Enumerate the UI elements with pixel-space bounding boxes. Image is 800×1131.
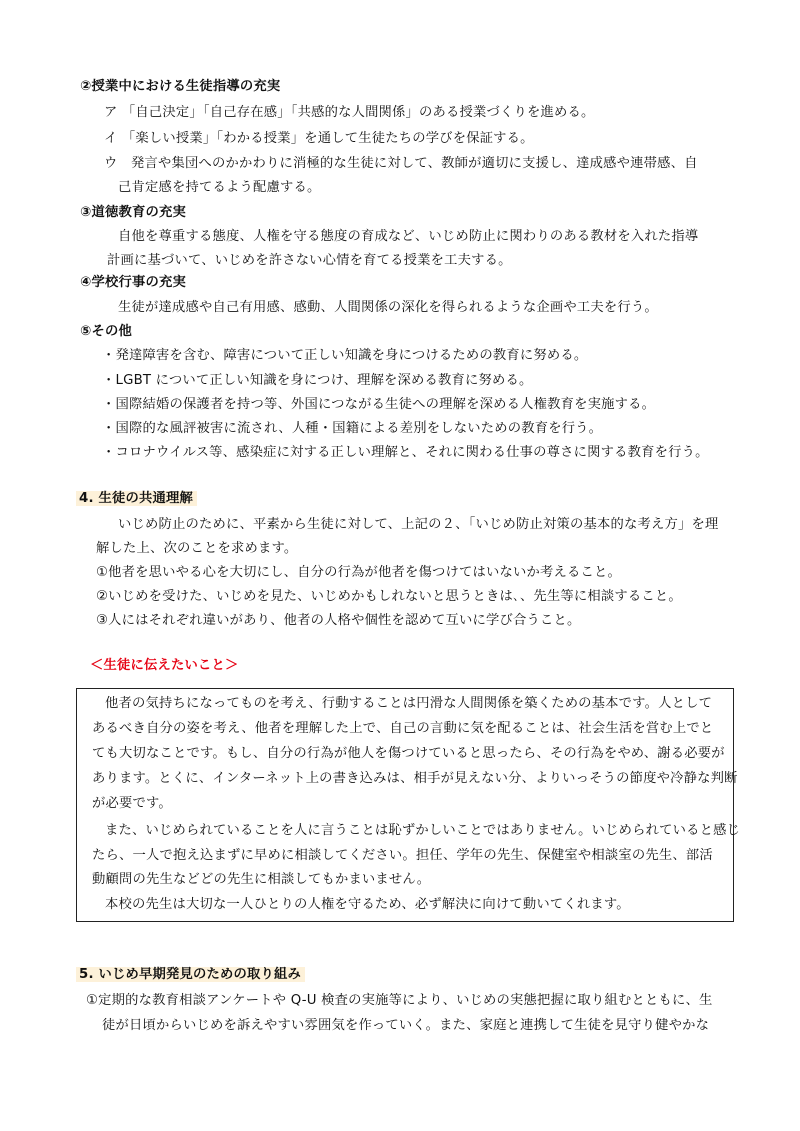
item3-line1: 自他を尊重する態度、人権を守る態度の育成など、いじめ防止に関わりのある教材を入れた指導 bbox=[118, 229, 699, 244]
message-line: ても大切なことです。もし、自分の行為が他人を傷つけていると思ったら、その行為をやめ、謝る必要が bbox=[92, 746, 725, 761]
item3-line2: 計画に基づいて、いじめを許さない心情を育てる授業を工夫する。 bbox=[107, 253, 512, 268]
section4-intro-line1: いじめ防止のために、平素から生徒に対して、上記の２、「いじめ防止対策の基本的な考え方」を理 bbox=[118, 517, 719, 532]
section5-heading-text: 5. いじめ早期発見のための取り組み bbox=[76, 967, 305, 982]
item3-heading: ③道徳教育の充実 bbox=[80, 205, 186, 220]
item2-a: ア 「自己決定」「自己存在感」「共感的な人間関係」のある授業づくりを進める。 bbox=[104, 105, 595, 120]
item4-line1: 生徒が達成感や自己有用感、感動、人間関係の深化を得られるような企画や工夫を行う。 bbox=[118, 300, 658, 315]
item4-heading: ④学校行事の充実 bbox=[80, 275, 186, 290]
item2-heading: ②授業中における生徒指導の充実 bbox=[80, 79, 281, 94]
section4-heading-text: 4. 生徒の共通理解 bbox=[76, 491, 197, 506]
item5-bullet: ・国際結婚の保護者を持つ等、外国につながる生徒への理解を深める人権教育を実施する。 bbox=[102, 397, 656, 412]
section5-line1: ①定期的な教育相談アンケートや Q-U 検査の実施等により、いじめの実態把握に取り組むとともに、生 bbox=[86, 993, 713, 1008]
item5-bullet: ・LGBT について正しい知識を身につけ、理解を深める教育に努める。 bbox=[102, 373, 533, 388]
item5-bullet: ・発達障害を含む、障害について正しい知識を身につけるための教育に努める。 bbox=[102, 348, 588, 363]
item2-u-line2: 己肯定感を持てるよう配慮する。 bbox=[118, 180, 321, 195]
section4-intro-line2: 解した上、次のことを求めます。 bbox=[96, 541, 298, 556]
message-line: また、いじめられていることを人に言うことは恥ずかしいことではありません。いじめられていると感じ bbox=[105, 823, 741, 838]
section5-line2: 徒が日頃からいじめを訴えやすい雰囲気を作っていく。また、家庭と連携して生徒を見守り健やかな bbox=[102, 1018, 710, 1033]
item2-u-line1: ウ 発言や集団へのかかわりに消極的な生徒に対して、教師が適切に支援し、達成感や連帯感、自 bbox=[104, 156, 698, 171]
item2-i: イ 「楽しい授業」「わかる授業」を通して生徒たちの学びを保証する。 bbox=[104, 131, 534, 146]
item5-bullet: ・国際的な風評被害に流され、人種・国籍による差別をしないための教育を行う。 bbox=[102, 421, 603, 436]
message-line: たら、一人で抱え込まずに早めに相談してください。担任、学年の先生、保健室や相談室の先生、部活 bbox=[92, 848, 713, 863]
message-line: あります。とくに、インターネット上の書き込みは、相手が見えない分、よりいっそうの節度や冷静な判断 bbox=[92, 771, 738, 786]
message-line: 動顧問の先生などどの先生に相談してもかまいません。 bbox=[92, 872, 431, 887]
section5-heading bbox=[76, 965, 305, 985]
section4-item: ③人にはそれぞれ違いがあり、他者の人格や個性を認めて互いに学び合うこと。 bbox=[96, 613, 581, 628]
message-line: 本校の先生は大切な一人ひとりの人権を守るため、必ず解決に向けて動いてくれます。 bbox=[105, 897, 630, 912]
item5-bullet: ・コロナウイルス等、感染症に対する正しい理解と、それに関わる仕事の尊さに関する教育を行う。 bbox=[102, 445, 709, 460]
message-line: あるべき自分の姿を考え、他者を理解した上で、自己の言動に気を配ることは、社会生活を営む上でと bbox=[92, 721, 714, 736]
message-title: ＜生徒に伝えたいこと＞ bbox=[90, 658, 239, 673]
message-line: 他者の気持ちになってものを考え、行動することは円滑な人間関係を築くための基本です。人として bbox=[105, 696, 713, 711]
message-line: が必要です。 bbox=[92, 796, 172, 811]
section4-heading bbox=[76, 489, 197, 509]
section4-item: ①他者を思いやる心を大切にし、自分の行為が他者を傷つけてはいないか考えること。 bbox=[96, 565, 622, 580]
item5-heading: ⑤その他 bbox=[80, 324, 132, 339]
section4-item: ②いじめを受けた、いじめを見た、いじめかもしれないと思うときは､、先生等に相談すること。 bbox=[96, 589, 682, 604]
